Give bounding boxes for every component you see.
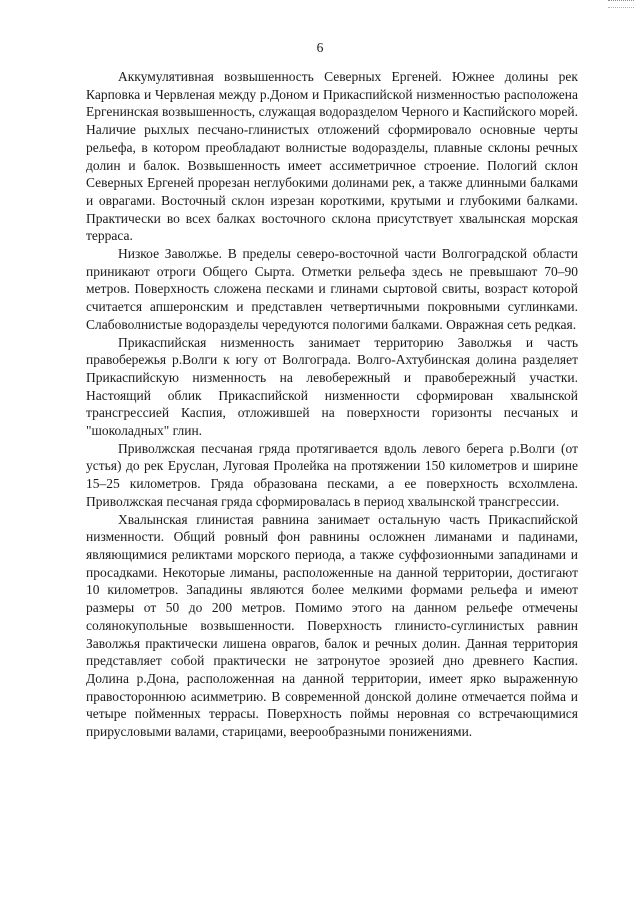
paragraph-caspian-lowland: Прикаспийская низменность занимает территорию Заволжья и часть правобережья р.Волги к югу от Волгограда. Волго-Ахтубинская долина разделяет Прикаспийскую низменность на левобережный и правобережный участки. Настоящий облик Прикаспийской низменности сформирован хвалынской трансгрессией Каспия, отложившей на поверхности горизонты песчаных и "шоколадных" глин. [86,334,578,439]
paragraph-low-zavolzhye: Низкое Заволжье. В пределы северо-восточной части Волгоградской области приникают отроги Общего Сырта. Отметки рельефа здесь не превышают 70–90 метров. Поверхность сложена песками и глинами сыртовой свиты, возраст которой считается апшеронским и представлен четвертичными покровными суглинками. Слабоволнистые водоразделы чередуются пологими балками. Овражная сеть редкая. [86,246,578,332]
document-body [86,68,578,741]
paragraph-ergeni: Аккумулятивная возвышенность Северных Ергеней. Южнее долины рек Карповка и Червленая между р.Доном и Прикаспийской низменностью расположена Ергенинская возвышенность, служащая водоразделом Черного и Каспийского морей. Наличие рыхлых песчано-глинистых отложений сформировало основные черты рельефа, в котором преобладают волнистые водоразделы, плавные склоны речных долин и балок. Возвышенность имеет ассиметричное строение. Пологий склон Северных Ергеней прорезан неглубокими долинами рек, а также длинными балками и оврагами. Восточный склон изрезан короткими, крутыми и глубокими балками. Практически во всех балках восточного склона присутствует хвалынская морская терраса. [86,69,578,244]
paragraph-khvalyn-clay-plain: Хвалынская глинистая равнина занимает остальную часть Прикаспийской низменности. Общий ровный фон равнины осложнен лиманами и падинами, являющимися реликтами морского периода, а также суффозионными западинами и просадками. Некоторые лиманы, расположенные на данной территории, достигают 10 километров. Западины являются более мелкими формами рельефа и имеют размеры от 50 до 200 метров. Помимо этого на данном рельефе отмечены солянокупольные возвышенности. Поверхность глинисто-суглинистых равнин Заволжья практически лишена оврагов, балок и речных долин. Данная территория представляет собой практически не затронутое эрозией дно древнего Каспия. Долина р.Дона, расположенная на данной территории, имеет ярко выраженную правостороннюю асимметрию. В современной донской долине отмечается пойма и четыре пойменных террасы. Поверхность поймы неровная со встречающимися прирусловыми валами, старицами, веерообразными понижениями. [86,511,578,740]
scan-corner-mark [608,0,634,8]
paragraph-volga-sand-ridge: Приволжская песчаная гряда протягивается вдоль левого берега р.Волги (от устья) до рек Еруслан, Луговая Пролейка на протяжении 150 километров и ширине 15–25 километров. Гряда образована песками, а ее поверхность всхолмлена. Приволжская песчаная гряда сформировалась в период хвалынской трансгрессии. [86,440,578,509]
page-number: 6 [316,40,324,55]
